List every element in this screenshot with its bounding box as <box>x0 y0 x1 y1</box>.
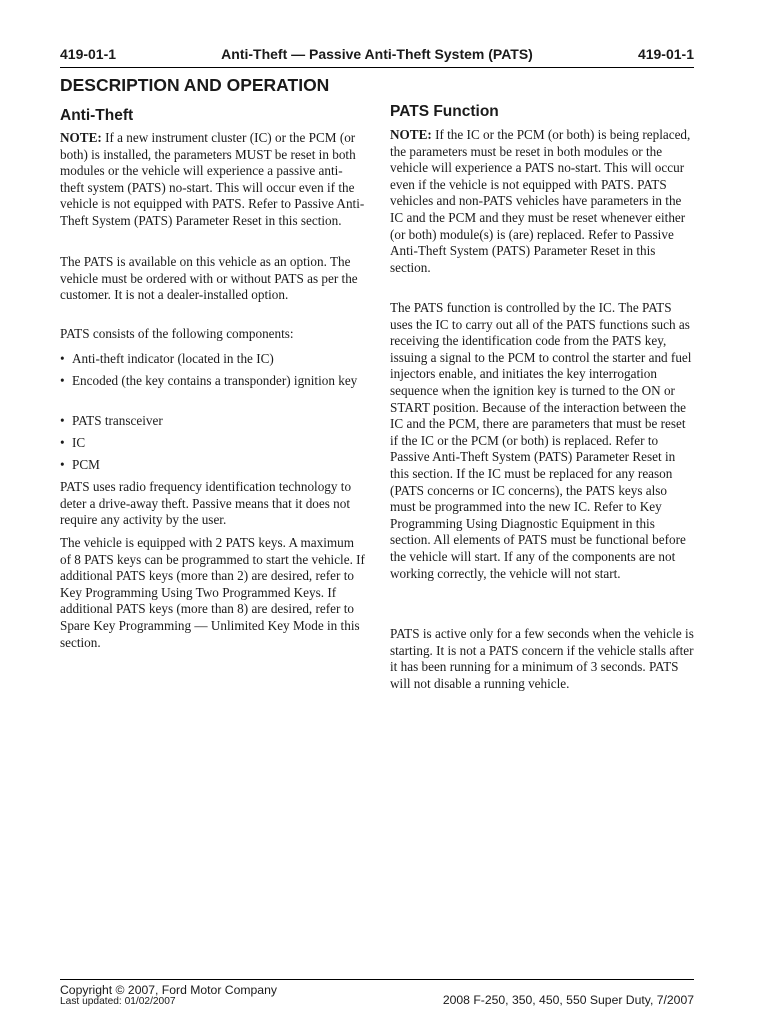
footer-copyright: Copyright © 2007, Ford Motor Company <box>60 983 277 997</box>
list-item: • PATS transceiver <box>60 413 163 428</box>
list-item: • Anti-theft indicator (located in the IC) <box>60 351 274 366</box>
left-para-keys: The vehicle is equipped with 2 PATS keys. A maximum of 8 PATS keys can be programmed to start the vehicle. If additional PATS keys (more than 2) are desired, refer to Key Programming Using Two Programmed Keys. If additional PATS keys (more than 8) are desired, refer to Spare Key Programming — Unlimited Key Mode in this section. <box>60 535 365 650</box>
right-para-active: PATS is active only for a few seconds when the vehicle is starting. It is not a PATS concern if the vehicle stalls after it has been running for a minimum of 3 seconds. PATS will not disable a running vehicle. <box>390 626 694 691</box>
left-heading: Anti-Theft <box>60 107 134 124</box>
list-item: • PCM <box>60 457 100 472</box>
right-note <box>390 127 695 276</box>
header-section-number-left: 419-01-1 <box>60 46 117 62</box>
footer-rule <box>60 979 694 980</box>
left-note <box>60 130 365 230</box>
left-para-option: The PATS is available on this vehicle as an option. The vehicle must be ordered with or without PATS as per the customer. It is not a dealer-installed option. <box>60 254 358 303</box>
header-title: Anti-Theft — Passive Anti-Theft System (PATS) <box>221 46 533 62</box>
left-para-components: PATS consists of the following components: <box>60 326 294 341</box>
footer-publication: 2008 F-250, 350, 450, 550 Super Duty, 7/2007 <box>442 993 694 1007</box>
header-rule <box>60 67 694 68</box>
list-item: • IC <box>60 435 86 450</box>
right-para-function: The PATS function is controlled by the IC. The PATS uses the IC to carry out all of the PATS functions such as receiving the identification code from the PATS key, issuing a signal to the PCM to control the starter and fuel injectors enable, and initiates the key interrogation sequence when the ignition key is turned to the ON or START position. Because of the interaction between the IC and the PCM, there are parameters that must be reset if the IC or the PCM (or both) is replaced. Refer to Passive Anti-Theft System (PATS) Parameter Reset in this section. If the IC must be replaced for any reason (PATS concerns or IC concerns), the PATS keys also must be programmed into the new IC. Refer to Key Programming Using Diagnostic Equipment in this section. All elements of PATS must be functional before the vehicle will start. If any of the components are not working correctly, the vehicle will not start. <box>390 300 692 581</box>
header-section-number-right: 419-01-1 <box>637 46 694 62</box>
right-note-text: If the IC or the PCM (or both) is being replaced, the parameters must be reset in both modules or the vehicle will experience a PATS no-start. This will occur even if the vehicle is not equipped with PATS. PATS vehicles and non-PATS vehicles have parameters in the IC and the PCM and they must be reset whenever either (or both) module(s) is (are) replaced. Refer to Passive Anti-Theft System (PATS) Parameter Reset in this section. <box>390 127 691 275</box>
left-note-text: If a new instrument cluster (IC) or the PCM (or both) is installed, the parameters MUST be reset in both modules or the vehicle will experience a passive anti-theft system (PATS) no-start. This will occur even if the vehicle is not equipped with PATS. Refer to Passive Anti-Theft System (PATS) Parameter Reset in this section. <box>60 130 365 228</box>
list-item: • Encoded (the key contains a transponder) ignition key <box>60 373 358 388</box>
right-heading: PATS Function <box>390 103 499 120</box>
footer-last-updated: Last updated: 01/02/2007 <box>60 996 176 1007</box>
right-note-label: NOTE: <box>390 127 432 142</box>
left-note-label: NOTE: <box>60 130 102 145</box>
section-heading: DESCRIPTION AND OPERATION <box>60 75 330 95</box>
left-para-rf: PATS uses radio frequency identification technology to deter a drive-away theft. Passive means that it does not require any activity by the user. <box>60 479 352 528</box>
